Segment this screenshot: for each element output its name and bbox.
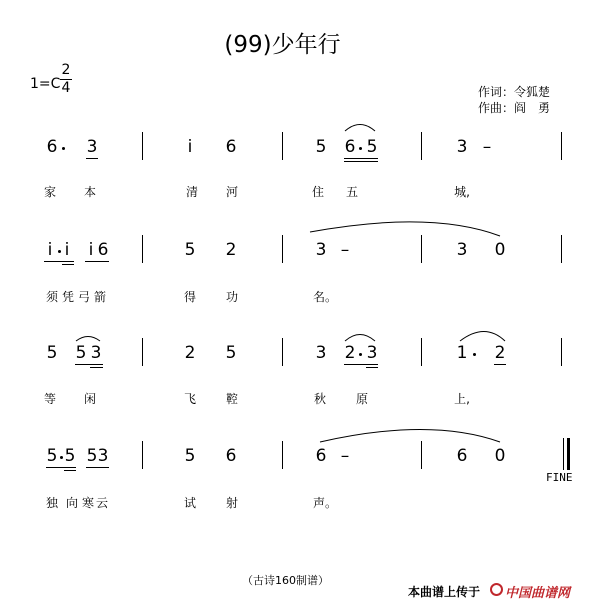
underline — [75, 364, 103, 365]
underline — [86, 158, 98, 159]
note: – — [340, 446, 350, 466]
lyricist-credit: 作词：令狐楚 — [478, 85, 551, 99]
note: i — [88, 240, 94, 260]
lyric: 家 — [43, 185, 57, 199]
lyric: 河 — [225, 185, 239, 199]
lyric: 试 — [183, 496, 197, 510]
note: i — [47, 240, 53, 260]
lyric: 闲 — [83, 392, 97, 406]
lyric: 弓 — [77, 290, 91, 304]
note: 5 — [86, 446, 98, 466]
underline — [344, 158, 378, 159]
note: 6 — [46, 137, 58, 157]
note: 3 — [90, 343, 102, 363]
lyric: 射 — [225, 496, 239, 510]
lyric: 声。 — [312, 496, 338, 510]
note: 5 — [46, 343, 58, 363]
note: – — [340, 240, 350, 260]
site-logo-icon — [490, 583, 503, 596]
lyric: 本 — [83, 185, 97, 199]
dot-mark — [359, 147, 362, 150]
dot-mark — [62, 147, 65, 150]
note: 6 — [315, 446, 327, 466]
note: 2 — [184, 343, 196, 363]
note: 5 — [184, 446, 196, 466]
lyric: 名。 — [312, 290, 338, 304]
lyric: 清 — [185, 185, 199, 199]
underline — [85, 261, 109, 262]
note: 3 — [456, 137, 468, 157]
note: 3 — [97, 446, 109, 466]
bar-line — [561, 235, 562, 263]
underline — [494, 364, 506, 365]
final-bar-thin — [563, 438, 564, 470]
tie-row2 — [310, 222, 500, 236]
lyric: 箭 — [93, 290, 107, 304]
lyric: 城, — [454, 185, 470, 199]
dot-mark — [473, 353, 476, 356]
bar-line — [142, 235, 143, 263]
underline — [46, 467, 76, 468]
bar-line — [142, 441, 143, 469]
lyric: 功 — [225, 290, 239, 304]
dot-mark — [60, 456, 63, 459]
underline — [90, 367, 103, 368]
note: i — [187, 137, 193, 157]
underline — [62, 264, 74, 265]
note: 3 — [315, 343, 327, 363]
note: 2 — [494, 343, 506, 363]
bar-line — [282, 338, 283, 366]
lyric: 住 — [311, 185, 325, 199]
time-signature-bottom: 4 — [61, 80, 71, 96]
note: 5 — [75, 343, 87, 363]
note: 3 — [86, 137, 98, 157]
note: 5 — [366, 137, 378, 157]
note: 1 — [456, 343, 468, 363]
lyric: 寒 — [81, 496, 95, 510]
site-logo[interactable]: 中国曲谱网 — [505, 586, 571, 601]
bar-line — [282, 235, 283, 263]
lyric: 五 — [345, 185, 359, 199]
note: – — [482, 137, 492, 157]
lyric: 凭 — [61, 290, 75, 304]
note: 2 — [225, 240, 237, 260]
note: i — [64, 240, 70, 260]
composer-credit: 作曲：阎 勇 — [478, 101, 551, 115]
note: 6 — [344, 137, 356, 157]
lyric: 原 — [355, 392, 369, 406]
lyric: 秋 — [313, 392, 327, 406]
note: 3 — [456, 240, 468, 260]
underline — [64, 470, 76, 471]
lyric: 须 — [45, 290, 59, 304]
note: 0 — [494, 240, 506, 260]
note: 5 — [64, 446, 76, 466]
note: 5 — [184, 240, 196, 260]
note: 3 — [315, 240, 327, 260]
note: 6 — [456, 446, 468, 466]
lyric: 向 — [65, 496, 79, 510]
final-bar-thick — [567, 438, 570, 470]
underline — [86, 467, 109, 468]
tie-row4 — [320, 430, 500, 443]
bar-line — [421, 235, 422, 263]
bar-line — [561, 132, 562, 160]
lyric: 等 — [43, 392, 57, 406]
tie-row3-c — [76, 337, 100, 342]
underline — [44, 261, 74, 262]
lyric: 鞚 — [225, 392, 239, 406]
note: 5 — [315, 137, 327, 157]
tie-row1 — [345, 125, 375, 132]
footer-note: （古诗160制谱） — [242, 574, 329, 587]
bar-line — [142, 132, 143, 160]
dot-mark — [58, 250, 61, 253]
bar-line — [142, 338, 143, 366]
tie-row3-a — [345, 335, 375, 342]
underline — [366, 367, 378, 368]
dot-mark — [359, 353, 362, 356]
note: 6 — [97, 240, 109, 260]
bar-line — [421, 132, 422, 160]
note: 3 — [366, 343, 378, 363]
bar-line — [421, 338, 422, 366]
lyric: 云 — [95, 496, 109, 510]
lyric: 得 — [183, 290, 197, 304]
bar-line — [282, 441, 283, 469]
note: 2 — [344, 343, 356, 363]
bar-line — [282, 132, 283, 160]
underline — [344, 161, 378, 162]
fine-marker: FINE — [546, 471, 573, 484]
key-signature: 1=C — [30, 76, 61, 92]
note: 6 — [225, 446, 237, 466]
bar-line — [421, 441, 422, 469]
bar-line — [561, 338, 562, 366]
note: 5 — [225, 343, 237, 363]
note: 0 — [494, 446, 506, 466]
time-signature-top: 2 — [61, 62, 71, 78]
song-title: (99)少年行 — [224, 32, 341, 58]
lyric: 上, — [454, 392, 470, 406]
underline — [344, 364, 378, 365]
tie-row3-b — [460, 332, 505, 342]
note: 6 — [225, 137, 237, 157]
upload-text: 本曲谱上传于 — [408, 585, 481, 599]
lyric: 独 — [45, 496, 59, 510]
note: 5 — [46, 446, 58, 466]
lyric: 飞 — [183, 392, 197, 406]
